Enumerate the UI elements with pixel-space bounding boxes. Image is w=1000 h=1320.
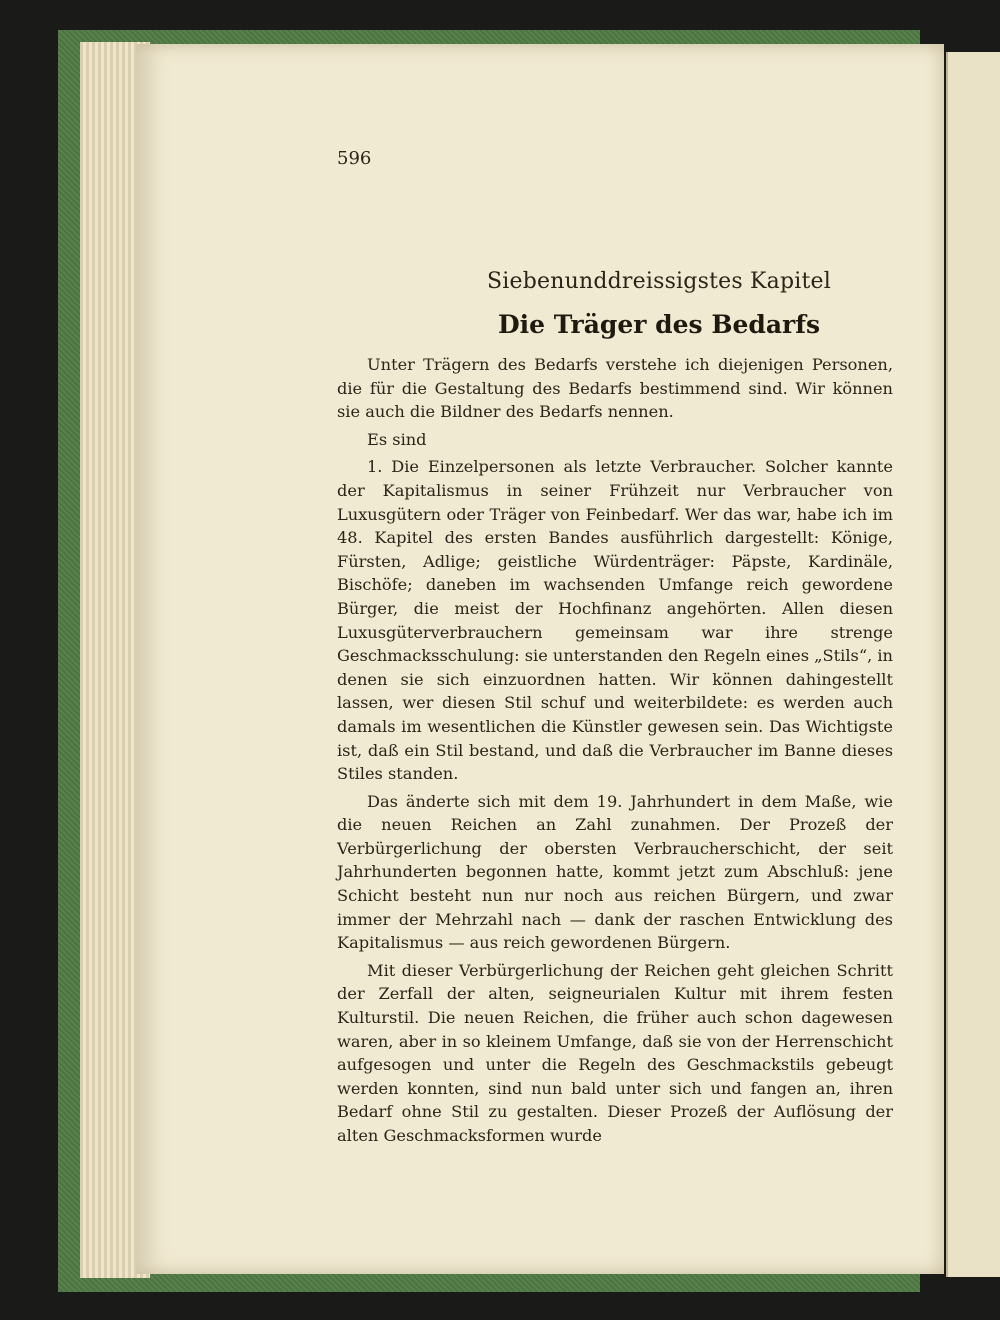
paragraph: Das änderte sich mit dem 19. Jahrhundert in dem Maße, wie die neuen Reichen an Zahl zunahmen. Der Prozeß der Verbürgerlichung der obersten Verbraucherschicht, der seit Jahrhunderten begonnen hatte, kommt jetzt zum Abschluß: jene Schicht besteht nun nur noch aus reichen Bürgern, und zwar immer der Mehrzahl nach — dank der raschen Entwicklung des Kapitalismus — aus reich gewordenen Bürgern. <box>337 791 893 953</box>
paragraph: Es sind <box>367 429 427 449</box>
page-number: 596 <box>337 148 372 169</box>
body-text <box>337 353 893 1152</box>
paragraph: 1. Die Einzelpersonen als letzte Verbraucher. Solcher kannte der Kapitalismus in seiner Frühzeit nur Verbraucher von Luxusgütern oder Träger von Feinbedarf. Wer das war, habe ich im 48. Kapitel des ersten Bandes ausführlich dargestellt: Könige, Fürsten, Adlige; geistliche Würdenträger: Päpste, Kardinäle, Bischöfe; daneben im wachsenden Umfange reich gewordene Bürger, die meist der Hochfinanz angehörten. Allen diesen Luxusgüterverbrauchern gemeinsam war ihre strenge Geschmacksschulung: sie unterstanden den Regeln eines „Stils“, in denen sie sich einzuordnen hatten. Wir können dahingestellt lassen, wer diesen Stil schuf und weiterbildete: es werden auch damals im wesentlichen die Künstler gewesen sein. Das Wichtigste ist, daß ein Stil bestand, und daß die Verbraucher im Banne dieses Stiles standen. <box>337 457 893 784</box>
paragraph: Mit dieser Verbürgerlichung der Reichen geht gleichen Schritt der Zerfall der alten, seigneurialen Kultur mit ihrem festen Kulturstil. Die neuen Reichen, die früher auch schon dagewesen waren, aber in so kleinem Umfange, daß sie von der Herrenschicht aufgesogen und unter die Regeln des Geschmackstils gebeugt werden konnten, sind nun bald unter sich und fangen an, ihren Bedarf ohne Stil zu gestalten. Dieser Prozeß der Auflösung der alten Geschmacksformen wurde <box>337 960 893 1145</box>
facing-page-edge <box>946 52 1000 1277</box>
chapter-title: Die Träger des Bedarfs <box>497 310 821 339</box>
chapter-heading: Siebenunddreissigstes Kapitel <box>487 269 831 294</box>
paragraph: Unter Trägern des Bedarfs verstehe ich diejenigen Personen, die für die Gestaltung des Bedarfs bestimmend sind. Wir können sie auch die Bildner des Bedarfs nennen. <box>337 355 893 422</box>
